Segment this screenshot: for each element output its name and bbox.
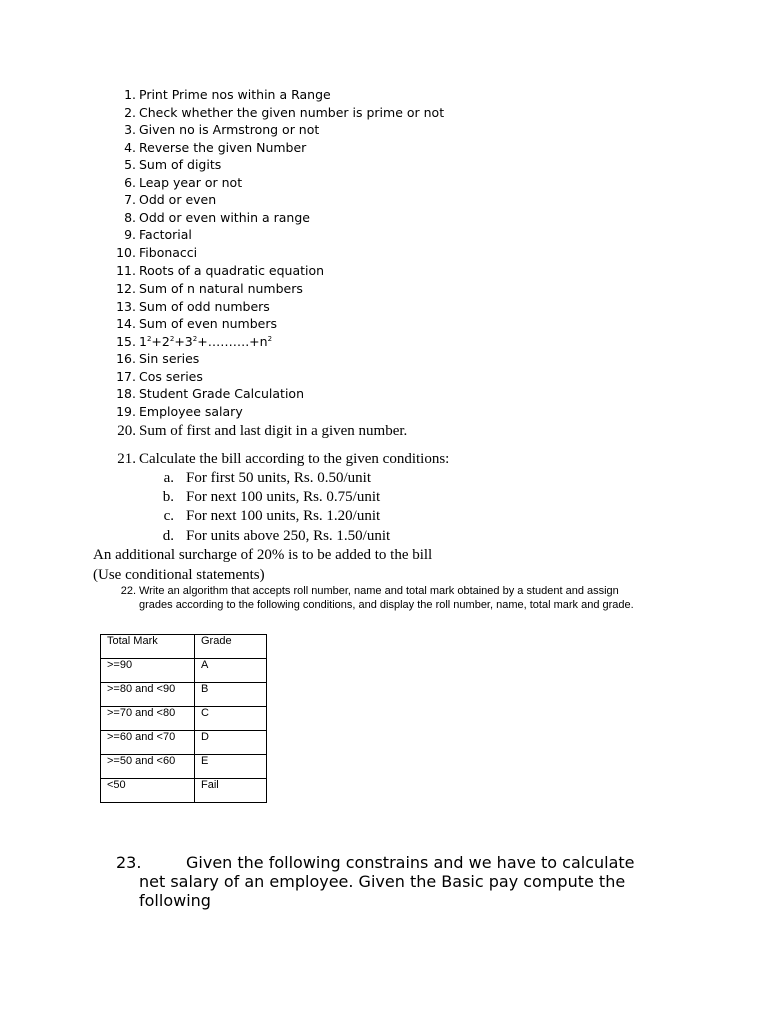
table-row xyxy=(101,659,267,683)
question-22-line: grades according to the following conditions, and display the roll number, name, total mark and grade. xyxy=(139,599,634,611)
question-23-number: 23. xyxy=(116,853,142,872)
grade-table xyxy=(100,634,267,803)
question-23-line: net salary of an employee. Given the Basic pay compute the xyxy=(139,872,626,891)
table-cell: >=80 and <90 xyxy=(101,683,195,707)
table-cell: D xyxy=(195,731,267,755)
surcharge-note: An additional surcharge of 20% is to be added to the bill xyxy=(93,547,433,563)
table-cell: E xyxy=(195,755,267,779)
table-cell: <50 xyxy=(101,779,195,803)
table-cell: >=90 xyxy=(101,659,195,683)
table-row xyxy=(101,755,267,779)
table-cell: C xyxy=(195,707,267,731)
table-header: Grade xyxy=(195,635,267,659)
table-cell: >=70 and <80 xyxy=(101,707,195,731)
table-cell: B xyxy=(195,683,267,707)
table-row xyxy=(101,683,267,707)
table-cell: >=50 and <60 xyxy=(101,755,195,779)
question-23-line: Given the following constrains and we have to calculate xyxy=(186,853,635,872)
series-formula: $1^2+2^2+3^2+\dots\dots\dots.+n^2$ xyxy=(139,334,273,349)
conditional-note: (Use conditional statements) xyxy=(93,567,265,583)
question-22-line: Write an algorithm that accepts roll number, name and total mark obtained by a student and assign xyxy=(139,585,619,597)
document-page: 1. Print Prime nos within a Range 2. Check whether the given number is prime or not 3. Given no is Armstrong or not 4. Reverse the given Number 5. Sum of digits 6. Leap year or not 7. Odd or even 8. Odd or even within a range 9. Factorial 10. Fibonacci 11. Roots of a quadratic equation 12. Sum of n natural numbers 13. Sum of odd numbers 14. Sum of even numbers 15. $1^2+2^2+3^2+\dots\dots\dots.+n^2$ 16. Sin series 17. Cos series 18. Student Grade Calculation 19. Employee salary 20. Sum of first and last digit in a given number. 21. Calculate the bill according to the given conditions: a. For first 50 units, Rs. 0.50/unit b. For next 100 units, Rs. 0.75/unit c. For next 100 units, Rs. 1.20/unit d. For units above 250, Rs. 1.50/unit An additional surcharge of 20% is to be added to the bill (Use conditional statements) 22. Write an algorithm that accepts roll number, name and total mark obtained by a student and assign grades according to the following conditions, and display the roll number, name, total mark and grade. Total Mark Grade >=90 A >=80 and <90 B >=70 and <80 C >=60 and <70 D >=50 and <60 E <50 Fail 23. Given the following constrains and we have to calculate net salary of an employee. Given the Basic pay compute the following xyxy=(93,87,635,910)
table-cell: A xyxy=(195,659,267,683)
table-row xyxy=(101,707,267,731)
question-22-number: 22. xyxy=(120,585,136,597)
table-cell: >=60 and <70 xyxy=(101,731,195,755)
table-header-row xyxy=(101,635,267,659)
question-23-line: following xyxy=(139,891,211,910)
table-row xyxy=(101,731,267,755)
table-cell: Fail xyxy=(195,779,267,803)
table-row xyxy=(101,779,267,803)
table-header: Total Mark xyxy=(101,635,195,659)
